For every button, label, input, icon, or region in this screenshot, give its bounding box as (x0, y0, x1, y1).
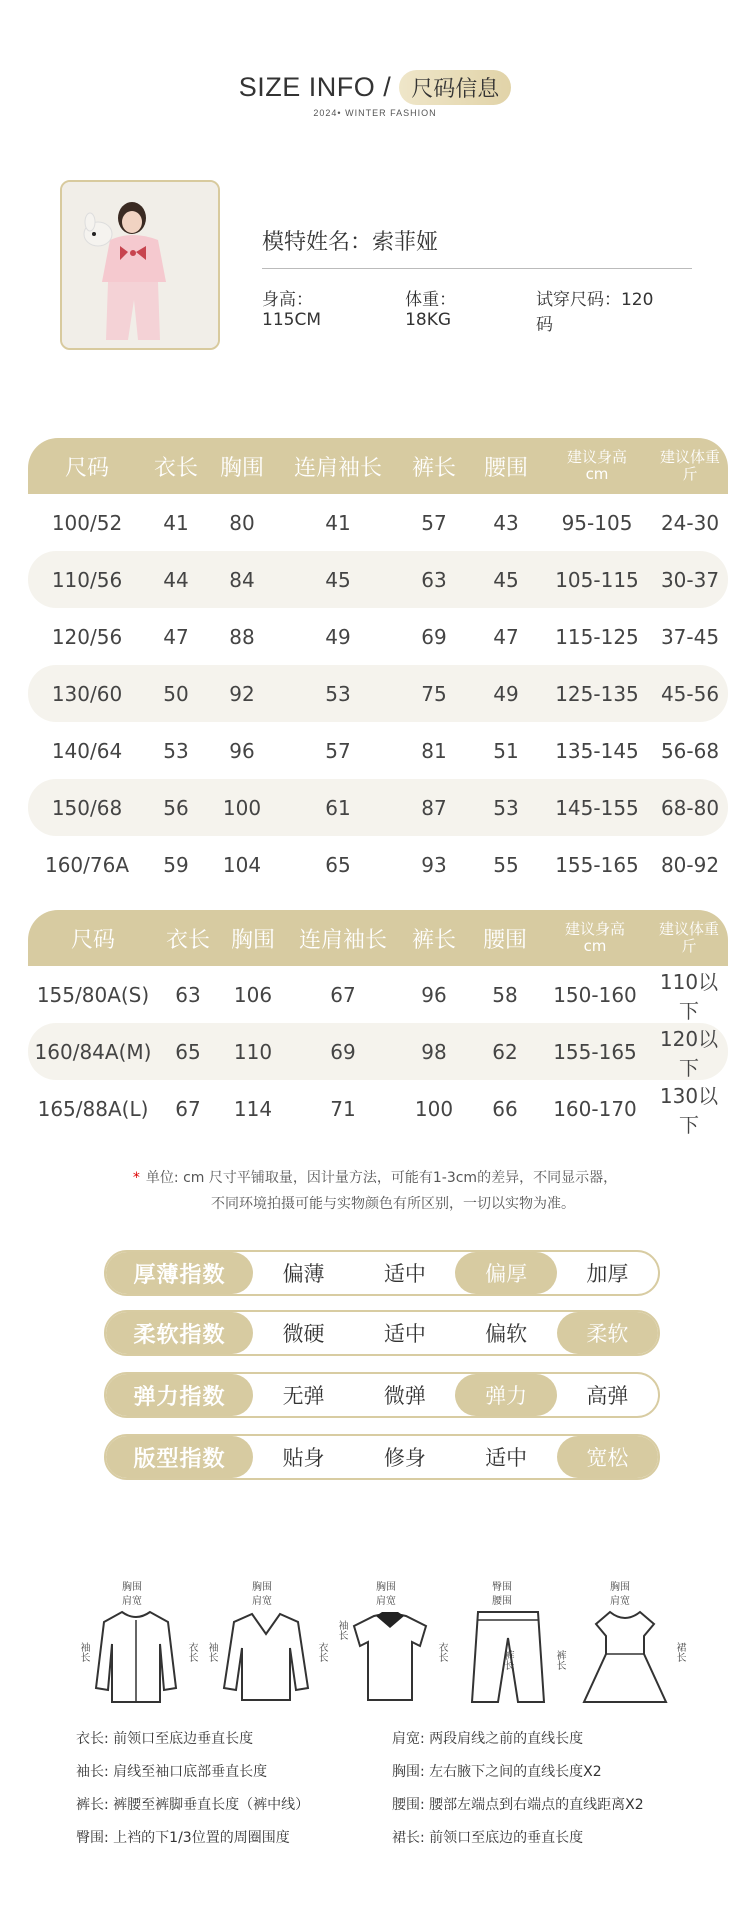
dress-diagram (566, 1580, 685, 1710)
table-cell: 145-155 (555, 795, 639, 820)
table-cell: 155-165 (555, 852, 639, 877)
page-title-cn: 尺码信息 (399, 70, 511, 105)
sweater-shoulder-label: 肩宽 (252, 1596, 272, 1607)
table-row (28, 551, 728, 608)
table-cell: 105-115 (555, 567, 639, 592)
jacket-icon (90, 1608, 182, 1708)
table-cell: 53 (163, 738, 189, 763)
table-cell: 68-80 (660, 795, 720, 820)
table-cell: 63 (175, 982, 201, 1007)
shirt-chest-label: 胸围 (376, 1582, 396, 1593)
definition-item: 腰围: 腰部左端点到右端点的直线距离X2 (392, 1797, 644, 1813)
header-cell: 尺码 (70, 927, 115, 953)
table-cell: 106 (233, 982, 273, 1007)
index-option: 偏薄 (282, 1262, 325, 1286)
header-cell: 裤长 (411, 455, 456, 481)
table-row (28, 966, 728, 1023)
table-cell: 58 (492, 982, 518, 1007)
table-cell: 56 (163, 795, 189, 820)
table-row (28, 1023, 728, 1080)
table-cell: 96 (421, 982, 447, 1007)
index-option: 修身 (383, 1446, 426, 1470)
table-cell: 150-160 (553, 982, 637, 1007)
table-cell: 98 (421, 1039, 447, 1064)
table-cell: 47 (493, 624, 519, 649)
table-cell: 80-92 (660, 852, 720, 877)
dress-chest-label: 胸围 (610, 1582, 630, 1593)
table-cell: 53 (493, 795, 519, 820)
table-cell: 44 (163, 567, 189, 592)
pants-hip-label: 臀围 (492, 1582, 512, 1593)
table-cell: 125-135 (555, 681, 639, 706)
jacket-chest-label: 胸围 (122, 1582, 142, 1593)
index-option: 微硬 (282, 1322, 325, 1346)
table-row (28, 608, 728, 665)
header-cell: 尺码 (64, 455, 109, 481)
index-option: 适中 (383, 1322, 426, 1346)
index-row (104, 1434, 660, 1480)
table-cell: 120以下 (659, 1026, 719, 1080)
header-cell: 建议身高 cm (566, 448, 627, 483)
index-option: 弹力 (455, 1374, 556, 1416)
page-title-en: SIZE INFO / (238, 72, 392, 102)
table-cell: 92 (229, 681, 255, 706)
table-row (28, 722, 728, 779)
table-cell: 67 (175, 1096, 201, 1121)
table-header (28, 438, 728, 494)
sweater-sleeve-label: 袖长 (206, 1642, 217, 1662)
table-cell: 30-37 (660, 567, 720, 592)
header-cell: 衣长 (153, 455, 198, 481)
table-cell: 47 (163, 624, 189, 649)
page-subtitle: 2024• WINTER FASHION (313, 108, 437, 118)
index-option: 加厚 (586, 1262, 629, 1286)
table-cell: 75 (421, 681, 447, 706)
sweater-length-label: 衣长 (316, 1642, 327, 1662)
dress-shoulder-label: 肩宽 (610, 1596, 630, 1607)
size-table-adult (28, 910, 728, 1137)
garment-diagrams (70, 1580, 690, 1710)
definition-item: 胸围: 左右腋下之间的直线长度X2 (392, 1764, 602, 1780)
table-cell: 120/56 (51, 624, 123, 649)
index-option: 柔软 (557, 1312, 658, 1354)
index-option: 偏软 (485, 1322, 528, 1346)
table-cell: 160/76A (44, 852, 130, 877)
model-height: 身高：115CM (262, 290, 321, 330)
header-cell: 建议体重 斤 (658, 920, 719, 955)
table-cell: 155/80A(S) (36, 982, 150, 1007)
index-row (104, 1250, 660, 1296)
header-cell: 胸围 (219, 455, 264, 481)
pants-waist-label: 腰围 (492, 1596, 512, 1607)
table-cell: 49 (325, 624, 351, 649)
model-size: 试穿尺码：120码 (535, 290, 654, 335)
jacket-length-label: 衣长 (186, 1642, 197, 1662)
table-row (28, 494, 728, 551)
shirt-icon (346, 1610, 434, 1706)
table-cell: 114 (233, 1096, 273, 1121)
header-cell: 建议体重 斤 (659, 448, 720, 483)
table-cell: 81 (421, 738, 447, 763)
size-table-kids (28, 438, 728, 893)
pants-inseam-label: 裤长 (502, 1650, 513, 1670)
table-row (28, 665, 728, 722)
index-option: 微弹 (383, 1384, 426, 1408)
note-line-1: 单位: cm 尺寸平铺取量，因计量方法，可能有1-3cm的差异，不同显示器， (145, 1170, 618, 1186)
model-photo (60, 180, 220, 350)
index-option: 无弹 (282, 1384, 325, 1408)
table-cell: 61 (325, 795, 351, 820)
table-cell: 100 (414, 1096, 454, 1121)
header-cell: 建议身高 cm (564, 920, 625, 955)
table-cell: 51 (493, 738, 519, 763)
index-option: 适中 (383, 1262, 426, 1286)
table-cell: 160-170 (553, 1096, 637, 1121)
table-cell: 63 (421, 567, 447, 592)
note-star: * (132, 1170, 140, 1186)
index-option: 偏厚 (455, 1252, 556, 1294)
table-cell: 110以下 (659, 969, 719, 1023)
table-cell: 87 (421, 795, 447, 820)
dress-length-label: 裙长 (674, 1642, 685, 1662)
table-cell: 55 (493, 852, 519, 877)
jacket-sleeve-label: 袖长 (78, 1642, 89, 1662)
table-cell: 45-56 (660, 681, 720, 706)
table-cell: 100 (222, 795, 262, 820)
table-cell: 65 (325, 852, 351, 877)
index-option: 宽松 (557, 1436, 658, 1478)
table-cell: 104 (222, 852, 262, 877)
header-cell: 胸围 (230, 927, 275, 953)
note-line-2: 不同环境拍摄可能与实物颜色有所区别，一切以实物为准。 (211, 1196, 575, 1212)
model-name: 模特姓名：索菲娅 (262, 230, 439, 255)
table-cell: 140/64 (51, 738, 123, 763)
table-cell: 69 (330, 1039, 356, 1064)
index-option: 适中 (485, 1446, 528, 1470)
definition-item: 裤长: 裤腰至裤脚垂直长度（裤中线） (76, 1797, 310, 1813)
table-cell: 93 (421, 852, 447, 877)
table-cell: 66 (492, 1096, 518, 1121)
table-cell: 88 (229, 624, 255, 649)
sweater-chest-label: 胸围 (252, 1582, 272, 1593)
model-weight: 体重：18KG (405, 290, 457, 330)
definition-item: 臀围: 上裆的下1/3位置的周圈围度 (76, 1830, 290, 1846)
table-cell: 84 (229, 567, 255, 592)
table-cell: 135-145 (555, 738, 639, 763)
table-cell: 59 (163, 852, 189, 877)
header-cell: 连肩袖长 (293, 455, 382, 481)
definition-item: 裙长: 前领口至底边的垂直长度 (392, 1830, 584, 1846)
shirt-length-label: 衣长 (436, 1642, 447, 1662)
model-divider (262, 268, 692, 269)
table-cell: 115-125 (555, 624, 639, 649)
index-label: 版型指数 (106, 1436, 253, 1478)
table-cell: 110 (233, 1039, 273, 1064)
table-cell: 41 (163, 510, 189, 535)
table-cell: 100/52 (51, 510, 123, 535)
table-cell: 45 (325, 567, 351, 592)
table-cell: 57 (325, 738, 351, 763)
index-row (104, 1310, 660, 1356)
jacket-shoulder-label: 肩宽 (122, 1596, 142, 1607)
header-cell: 衣长 (165, 927, 210, 953)
page-header (0, 70, 750, 105)
table-cell: 62 (492, 1039, 518, 1064)
jacket-diagram (70, 1580, 197, 1710)
table-cell: 24-30 (660, 510, 720, 535)
model-stats (262, 285, 702, 335)
table-row (28, 1080, 728, 1137)
table-cell: 41 (325, 510, 351, 535)
table-cell: 49 (493, 681, 519, 706)
table-cell: 53 (325, 681, 351, 706)
table-cell: 110/56 (51, 567, 123, 592)
table-cell: 45 (493, 567, 519, 592)
table-cell: 95-105 (561, 510, 633, 535)
pants-icon (468, 1608, 548, 1708)
sweater-icon (218, 1608, 314, 1708)
table-cell: 69 (421, 624, 447, 649)
table-cell: 56-68 (660, 738, 720, 763)
table-cell: 71 (330, 1096, 356, 1121)
shirt-diagram (332, 1580, 447, 1710)
definition-item: 衣长: 前领口至底边垂直长度 (76, 1731, 254, 1747)
table-cell: 130以下 (659, 1083, 719, 1137)
table-cell: 67 (330, 982, 356, 1007)
index-option: 贴身 (282, 1446, 325, 1470)
table-cell: 65 (175, 1039, 201, 1064)
table-cell: 43 (493, 510, 519, 535)
table-cell: 57 (421, 510, 447, 535)
header-cell: 裤长 (411, 927, 456, 953)
table-cell: 80 (229, 510, 255, 535)
table-row (28, 779, 728, 836)
definition-item: 袖长: 肩线至袖口底部垂直长度 (76, 1764, 268, 1780)
header-cell: 腰围 (482, 927, 527, 953)
index-row (104, 1372, 660, 1418)
table-cell: 96 (229, 738, 255, 763)
index-label: 柔软指数 (106, 1312, 253, 1354)
table-cell: 50 (163, 681, 189, 706)
table-cell: 165/88A(L) (37, 1096, 149, 1121)
index-label: 厚薄指数 (106, 1252, 253, 1294)
index-label: 弹力指数 (106, 1374, 253, 1416)
table-cell: 155-165 (553, 1039, 637, 1064)
measurement-note (0, 1165, 750, 1217)
shirt-shoulder-label: 肩宽 (376, 1596, 396, 1607)
table-row (28, 836, 728, 893)
pants-diagram (448, 1580, 565, 1710)
index-option: 高弹 (586, 1384, 629, 1408)
table-cell: 160/84A(M) (34, 1039, 152, 1064)
shirt-sleeve-label: 袖长 (336, 1620, 347, 1640)
header-cell: 腰围 (483, 455, 528, 481)
pants-length-label: 裤长 (554, 1650, 565, 1670)
table-cell: 130/60 (51, 681, 123, 706)
header-cell: 连肩袖长 (298, 927, 387, 953)
table-header (28, 910, 728, 966)
sweater-diagram (200, 1580, 327, 1710)
table-cell: 150/68 (51, 795, 123, 820)
table-cell: 37-45 (660, 624, 720, 649)
definition-item: 肩宽: 两段肩线之前的直线长度 (392, 1731, 584, 1747)
dress-icon (580, 1608, 670, 1708)
